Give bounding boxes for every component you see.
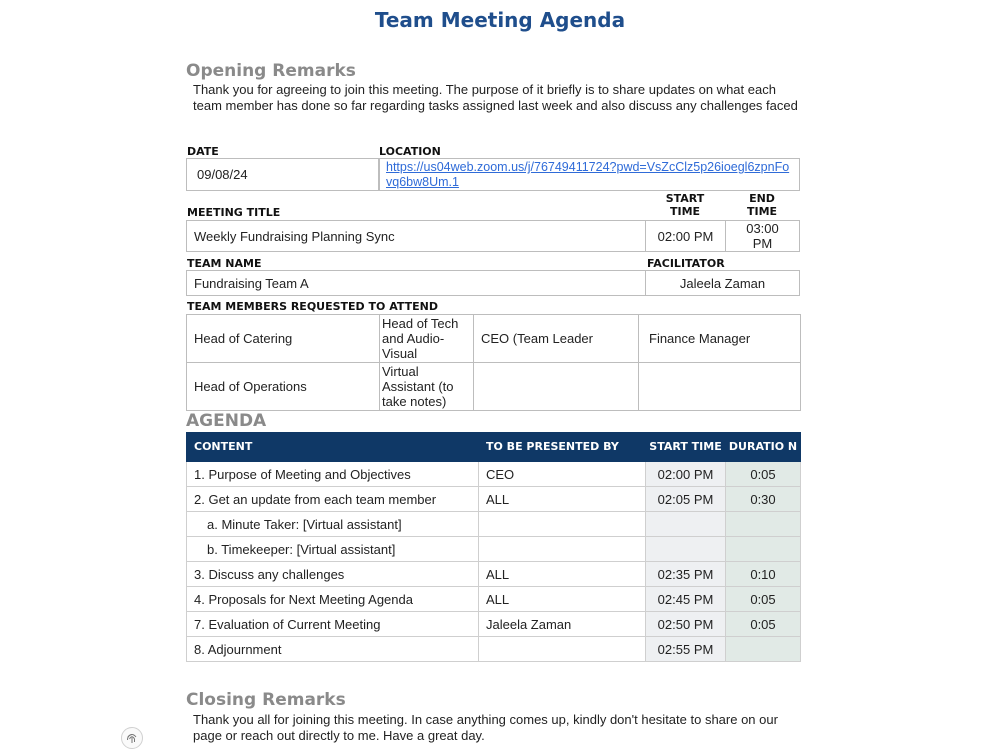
agenda-presenter: ALL (479, 487, 646, 512)
agenda-content: 1. Purpose of Meeting and Objectives (187, 462, 479, 487)
meeting-title-label: MEETING TITLE (187, 206, 281, 219)
agenda-start (646, 537, 726, 562)
members-row (187, 363, 801, 411)
location-field (379, 158, 800, 191)
agenda-row (187, 612, 801, 637)
agenda-duration: 0:30 (726, 487, 801, 512)
agenda-start: 02:50 PM (646, 612, 726, 637)
member-cell (474, 363, 639, 411)
agenda-row (187, 537, 801, 562)
page-title: Team Meeting Agenda (374, 8, 626, 32)
agenda-content: 4. Proposals for Next Meeting Agenda (187, 587, 479, 612)
team-name-field: Fundraising Team A (186, 270, 646, 296)
agenda-presenter: ALL (479, 587, 646, 612)
agenda-content: 3. Discuss any challenges (187, 562, 479, 587)
agenda-start: 02:05 PM (646, 487, 726, 512)
agenda-duration (726, 637, 801, 662)
agenda-duration: 0:05 (726, 612, 801, 637)
agenda-row (187, 462, 801, 487)
member-cell: Head of Operations (187, 363, 380, 411)
agenda-duration (726, 537, 801, 562)
agenda-start: 02:55 PM (646, 637, 726, 662)
members-label: TEAM MEMBERS REQUESTED TO ATTEND (187, 300, 438, 313)
agenda-content: b. Timekeeper: [Virtual assistant] (187, 537, 479, 562)
agenda-col-start: START TIME (646, 433, 726, 462)
agenda-duration: 0:05 (726, 587, 801, 612)
opening-remarks-heading: Opening Remarks (186, 61, 356, 81)
member-cell: Head of Tech and Audio-Visual (380, 315, 474, 363)
agenda-content: 8. Adjournment (187, 637, 479, 662)
fingerprint-icon[interactable] (121, 727, 143, 749)
opening-remarks-text: Thank you for agreeing to join this meeting. The purpose of it briefly is to share updates on what each team member has done so far regarding tasks assigned last week and also discuss any challenges faced (193, 82, 798, 113)
agenda-start: 02:45 PM (646, 587, 726, 612)
end-time-label: END TIME (746, 192, 778, 218)
agenda-duration: 0:05 (726, 462, 801, 487)
agenda-content: 7. Evaluation of Current Meeting (187, 612, 479, 637)
agenda-header-row (187, 433, 801, 462)
agenda-heading: AGENDA (186, 411, 267, 431)
members-row (187, 315, 801, 363)
zoom-link[interactable]: https://us04web.zoom.us/j/76749411724?pwd=VsZcClz5p26ioegl6zpnFovq6bw8Um.1 (386, 160, 790, 189)
agenda-table (186, 432, 801, 662)
agenda-row (187, 487, 801, 512)
agenda-presenter (479, 637, 646, 662)
agenda-row (187, 587, 801, 612)
members-table (186, 314, 801, 411)
member-cell: Head of Catering (187, 315, 380, 363)
end-time-field: 03:00 PM (725, 220, 800, 252)
member-cell: Finance Manager (639, 315, 801, 363)
team-name-label: TEAM NAME (187, 257, 262, 270)
agenda-col-duration: DURATIO N (726, 433, 801, 462)
meeting-title-field: Weekly Fundraising Planning Sync (186, 220, 646, 252)
agenda-start (646, 512, 726, 537)
agenda-row (187, 512, 801, 537)
agenda-presenter (479, 537, 646, 562)
date-label: DATE (187, 145, 219, 158)
member-cell: CEO (Team Leader (474, 315, 639, 363)
closing-remarks-text: Thank you all for joining this meeting. In case anything comes up, kindly don't hesitate to share on our page or reach out directly to me. Have a great day. (193, 712, 778, 743)
agenda-presenter (479, 512, 646, 537)
agenda-content: a. Minute Taker: [Virtual assistant] (187, 512, 479, 537)
agenda-start: 02:00 PM (646, 462, 726, 487)
agenda-presenter: Jaleela Zaman (479, 612, 646, 637)
agenda-presenter: CEO (479, 462, 646, 487)
agenda-col-content: CONTENT (187, 433, 479, 462)
start-time-field: 02:00 PM (645, 220, 726, 252)
agenda-duration: 0:10 (726, 562, 801, 587)
agenda-col-presenter: TO BE PRESENTED BY (479, 433, 646, 462)
facilitator-field: Jaleela Zaman (645, 270, 800, 296)
start-time-label: START TIME (665, 192, 705, 218)
location-label: LOCATION (379, 145, 441, 158)
member-cell: Virtual Assistant (to take notes) (380, 363, 474, 411)
agenda-presenter: ALL (479, 562, 646, 587)
member-cell (639, 363, 801, 411)
date-field: 09/08/24 (186, 158, 379, 191)
closing-remarks-heading: Closing Remarks (186, 690, 346, 710)
agenda-start: 02:35 PM (646, 562, 726, 587)
agenda-row (187, 637, 801, 662)
agenda-content: 2. Get an update from each team member (187, 487, 479, 512)
agenda-row (187, 562, 801, 587)
facilitator-label: FACILITATOR (647, 257, 725, 270)
agenda-duration (726, 512, 801, 537)
